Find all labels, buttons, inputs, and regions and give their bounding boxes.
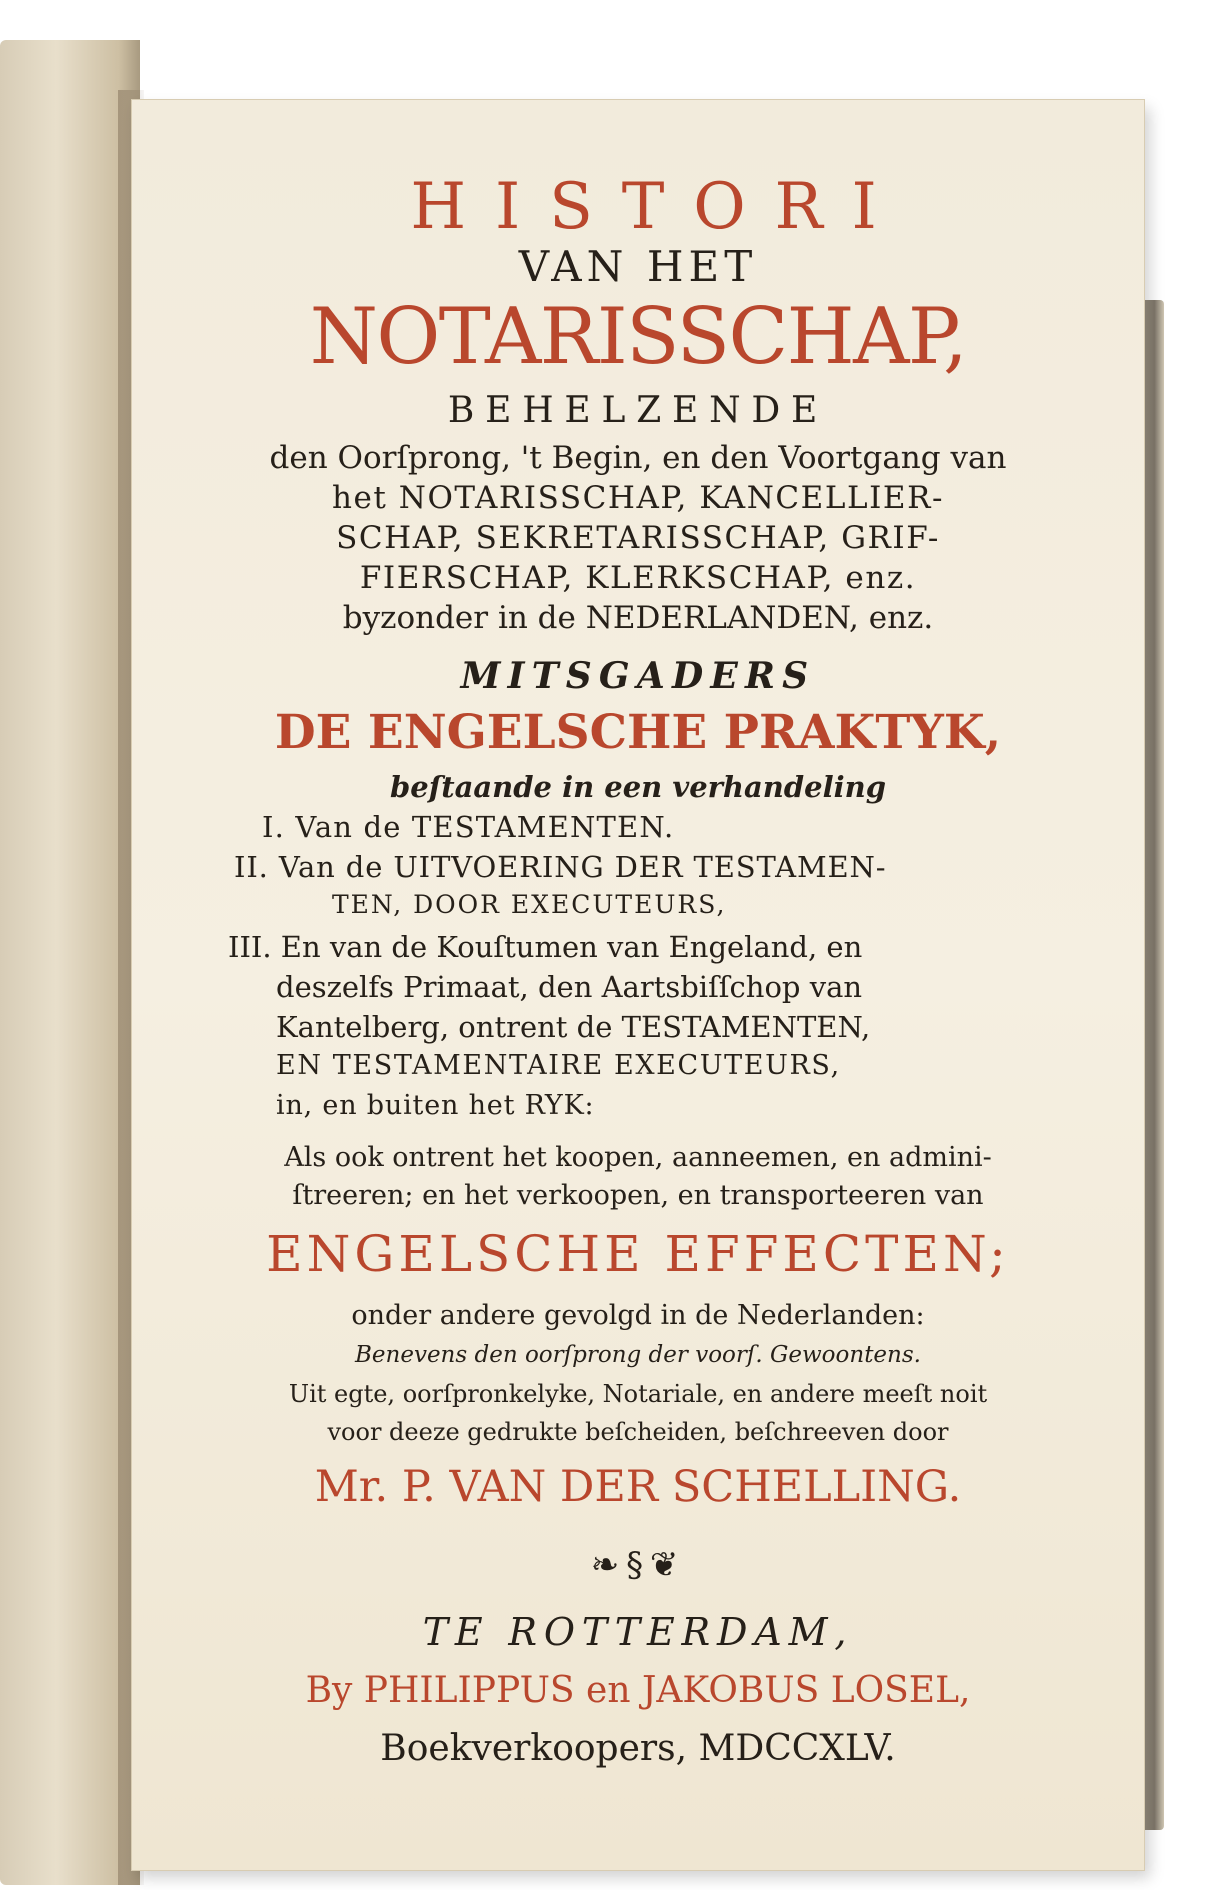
als-ook-line-1: Als ook ontrent het koopen, aanneemen, en admini- <box>284 1142 992 1173</box>
printers-ornament: ❧§❦ <box>590 1545 686 1585</box>
onder-andere: onder andere gevolgd in de Nederlanden: <box>351 1300 925 1331</box>
engelsche-effecten: ENGELSCHE EFFECTEN; <box>266 1225 1010 1283</box>
desc-line-2: het NOTARISSCHAP, KANCELLIER- <box>331 480 945 516</box>
benevens: Benevens den oorſprong der voorſ. Gewoontens. <box>355 1342 921 1368</box>
uit-egte-line-2: voor deeze gedrukte beſcheiden, beſchreeven door <box>327 1418 949 1446</box>
title-histori: HISTORI <box>410 170 906 244</box>
printer-line: By PHILIPPUS en JAKOBUS LOSEL, <box>305 1670 971 1711</box>
item-2b: TEN, DOOR EXECUTEURS, <box>332 890 727 919</box>
title-behelzende: BEHELZENDE <box>447 390 829 431</box>
subtitle-engelsche-praktyk: DE ENGELSCHE PRAKTYK, <box>274 705 1002 760</box>
place-of-publication: TE ROTTERDAM, <box>422 1610 854 1654</box>
als-ook-line-2: ſtreeren; en het verkoopen, en transporteeren van <box>292 1180 984 1211</box>
item-3e: in, en buiten het RYK: <box>276 1090 595 1121</box>
item-3d: EN TESTAMENTAIRE EXECUTEURS, <box>276 1050 841 1081</box>
imprint-date: Boekverkoopers, MDCCXLV. <box>380 1728 896 1769</box>
item-1: I. Van de TESTAMENTEN. <box>262 810 675 844</box>
mitsgaders: MITSGADERS <box>460 655 816 697</box>
desc-line-4: FIERSCHAP, KLERKSCHAP, enz. <box>359 560 917 596</box>
title-van-het: VAN HET <box>518 242 758 291</box>
item-3c: Kantelberg, ontrent de TESTAMENTEN, <box>276 1010 871 1044</box>
item-3b: deszelfs Primaat, den Aartsbiſſchop van <box>276 970 863 1004</box>
desc-line-3: SCHAP, SEKRETARISSCHAP, GRIF- <box>336 520 940 556</box>
desc-line-5: byzonder in de NEDERLANDEN, enz. <box>342 600 934 636</box>
title-notarisschap: NOTARISSCHAP, <box>309 292 967 382</box>
bestaande-line: beſtaande in een verhandeling <box>389 770 887 804</box>
author: Mr. P. VAN DER SCHELLING. <box>314 1462 962 1512</box>
item-3a: III. En van de Kouſtumen van Engeland, en <box>228 930 863 964</box>
title-page-text <box>132 100 1144 1870</box>
desc-line-1: den Oorſprong, 't Begin, en den Voortgang van <box>269 440 1007 476</box>
item-2a: II. Van de UITVOERING DER TESTAMEN- <box>234 850 887 884</box>
uit-egte-line-1: Uit egte, oorſpronkelyke, Notariale, en andere meeſt noit <box>288 1380 988 1408</box>
